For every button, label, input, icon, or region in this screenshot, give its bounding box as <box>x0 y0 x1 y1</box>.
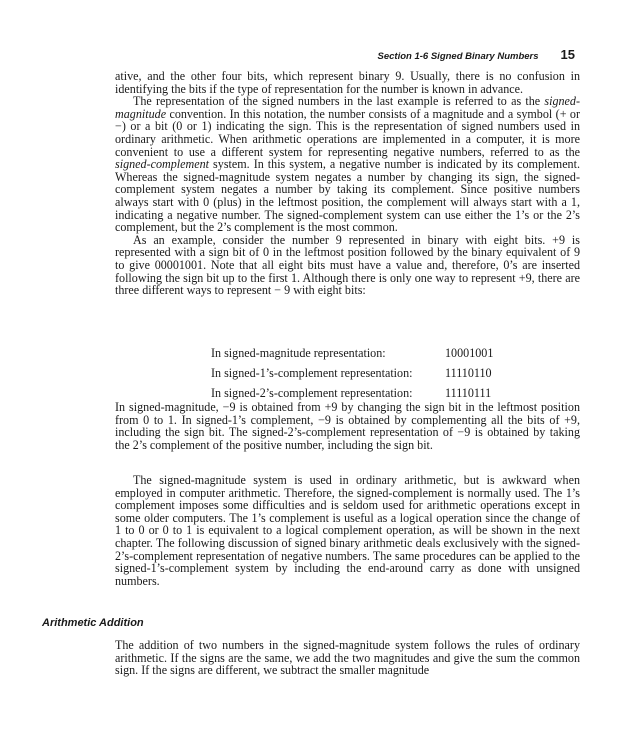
text-block-usage <box>115 474 580 587</box>
paragraph-negative-nine: In signed-magnitude, −9 is obtained from +9 by changing the sign bit in the leftmost position from 0 to 1. In signed-1’s complement, −9 is obtained by complementing all the bits of +9, including the sign bit. The signed-2’s-complement representation of −9 is obtained by taking the 2’s complement of the positive number, including the sign bit. <box>115 400 580 452</box>
paragraph-usage: The signed-magnitude system is used in ordinary arithmetic, but is awkward when employed in computer arithmetic. Therefore, the signed-complement is normally used. The 1’s complement imposes some difficulties and is seldom used for arithmetic operations except in some older computers. The 1’s complement is useful as a logical operation since the change of 1 to 0 or 0 to 1 is equivalent to a logical complement operation, as will be shown in the next chapter. The following discussion of signed binary arithmetic deals exclusively with the signed-2’s-complement representation of negative numbers. The same procedures can be applied to the signed-1’s-complement system by including the end-around carry as done with unsigned numbers. <box>115 473 580 588</box>
paragraph-continued: ative, and the other four bits, which represent binary 9. Usually, there is no confusion in identifying the bits if the type of representation for the number is known in advance. <box>115 69 580 96</box>
page-number: 15 <box>560 47 575 62</box>
term-signed-magnitude: signed-magnitude <box>115 94 580 121</box>
text-block-intro <box>115 70 580 297</box>
representation-label: In signed-magnitude representation: <box>211 345 386 360</box>
text-block-addition <box>115 639 580 677</box>
table-row <box>211 363 511 383</box>
term-signed-complement: signed-complement <box>115 157 210 172</box>
paragraph-example: As an example, consider the number 9 represented in binary with eight bits. +9 is represented with a sign bit of 0 in the leftmost position followed by the binary equivalent of 9 to give 00001001. Note that all eight bits must have a value and, therefore, 0’s are inserted following the sign bit up to the first 1. Although there is only one way to represent +9, there are three different ways to represent − 9 with eight bits: <box>115 232 580 298</box>
representation-value: 10001001 <box>445 345 494 360</box>
representation-value: 11110111 <box>445 385 492 400</box>
paragraph-addition: The addition of two numbers in the signed-magnitude system follows the rules of ordinary arithmetic. If the signs are the same, we add the two magnitudes and give the sum the common sign. If the signs are different, we subtract the smaller magnitude <box>115 638 580 678</box>
representation-table <box>211 343 511 403</box>
paragraph-text: convention. In this notation, the number consists of a magnitude and a symbol (+ or −) or a bit (0 or 1) indicating the sign. This is the representation of signed numbers used in ordinary arithmetic. When arithmetic operations are implemented in a computer, it is more convenient to use a different system for representing negative numbers, referred to as the <box>115 106 580 159</box>
representation-label: In signed-2’s-complement representation: <box>211 385 413 400</box>
paragraph-signed-representation <box>115 95 580 234</box>
text-block-explanation <box>115 401 580 451</box>
table-row <box>211 343 511 363</box>
header-section-title: Section 1-6 Signed Binary Numbers <box>377 51 539 62</box>
section-heading: Arithmetic Addition <box>42 617 144 629</box>
representation-value: 11110110 <box>445 365 492 380</box>
representation-label: In signed-1’s-complement representation: <box>211 365 413 380</box>
paragraph-text: The representation of the signed numbers in the last example is referred to as the <box>133 94 545 109</box>
running-header <box>355 47 575 67</box>
paragraph-text: system. In this system, a negative number is indicated by its complement. Whereas the signed-magnitude system negates a number by changing its sign, the signed-complement system negates a number by taking its complement. Since positive numbers always start with 0 (plus) in the leftmost position, the complement will always start with a 1, indicating a negative number. The signed-complement system can use either the 1’s or the 2’s complement, but the 2’s complement is the most common. <box>115 157 580 235</box>
